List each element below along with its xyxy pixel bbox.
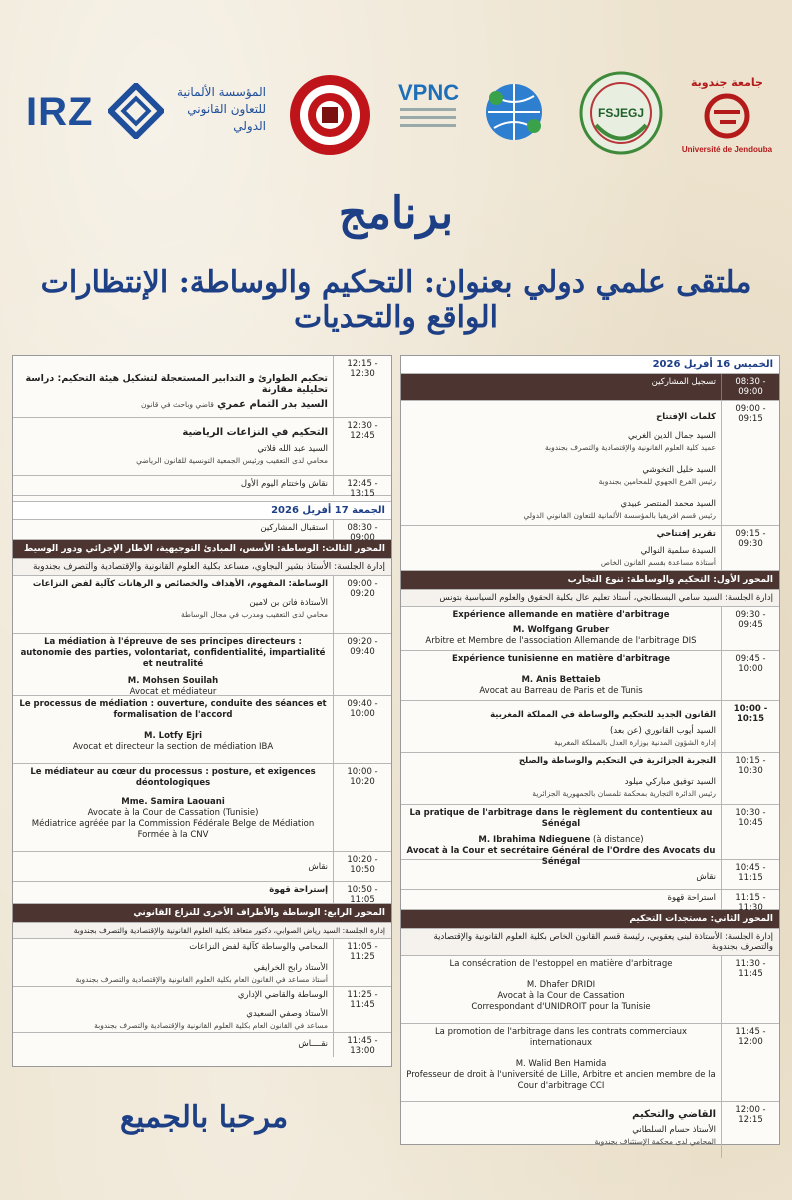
time-slot: 12:15 - 12:30 [333, 356, 391, 417]
speaker-desc: مساعد في القانون العام بكلية العلوم القانونية والإقتصادية والتصرف بجندوبة [94, 1021, 328, 1030]
speaker-name: الأستاذ حسام السلطاني [632, 1125, 716, 1135]
speaker-desc: أستاذ مساعد في القانون العام بكلية العلوم القانونية والإقتصادية والتصرف بجندوبة [75, 975, 328, 984]
speaker-name: M. Ibrahima Ndieguene [478, 835, 591, 845]
talk-title: La pratique de l'arbitrage dans le règlement du contentieux au Sénégal [409, 808, 713, 829]
time-slot: 09:15 - 09:30 [721, 526, 779, 570]
schedule-row [401, 701, 779, 753]
schedule-row [401, 805, 779, 867]
speaker-desc: محامي لدى التعقيب ومدرب في مجال الوساطة [181, 610, 328, 619]
session-content [401, 526, 721, 570]
session-content [13, 939, 333, 986]
irz-logo-text: IRZ [26, 90, 94, 134]
speaker-name: M. Mohsen Souilah [127, 676, 219, 686]
speaker-name: الأستاذة فاتن بن لامين [249, 598, 328, 608]
session-content [401, 607, 721, 650]
talk-title: La médiation à l'épreuve de ses principes directeurs : autonomie des parties, volontariat, confidentialité, impartialité et neutralité [20, 637, 326, 669]
session-content [13, 356, 333, 417]
session-content [401, 753, 721, 804]
time-slot: 09:45 - 10:00 [721, 651, 779, 700]
speaker-desc: المحامي لدى محكمة الإستئناف بجندوبة [594, 1137, 716, 1146]
fsjegj-logo-icon [578, 70, 664, 156]
time-slot: 10:15 - 10:30 [721, 753, 779, 804]
time-slot: 11:30 - 11:45 [721, 956, 779, 1023]
session-text: نقاش [308, 862, 328, 872]
speaker-desc: Arbitre et Membre de l'association Allemande de l'arbitrage DIS [425, 636, 697, 646]
schedule-row [401, 753, 779, 805]
schedule-row [13, 634, 391, 696]
schedule-row [13, 1033, 391, 1057]
speaker-desc: Avocat à la Cour et secrétaire Général de l'Ordre des Avocats du Sénégal [406, 846, 716, 867]
session-content [401, 401, 721, 525]
session-content [13, 696, 333, 763]
speaker-desc: Avocate à la Cour de Cassation (Tunisie) [87, 808, 259, 818]
session-content [401, 701, 721, 752]
session-content [401, 651, 721, 700]
irz-line-3: الدولي [233, 119, 266, 133]
speaker-desc: رئيس الدائرة التجارية بمحكمة تلمسان بالجمهورية الجزائرية [532, 789, 716, 798]
time-slot: 09:20 - 09:40 [333, 634, 391, 695]
speaker-name: M. Wolfgang Gruber [512, 625, 610, 635]
friday-program-column [12, 355, 392, 1067]
talk-title: Expérience allemande en matière d'arbitrage [452, 610, 670, 620]
speaker-desc: Formée à la CNV [137, 830, 209, 840]
axis-header: المحور الرابع: الوساطة والأطراف الأخرى للنزاع القانوني [13, 904, 391, 923]
talk-title: التجربة الجزائرية في التحكيم والوساطة والصلح [518, 756, 716, 766]
speaker-name: السيدة سلمية النوالي [640, 546, 716, 556]
vpnc-logo-icon [396, 78, 556, 146]
schedule-row [401, 890, 779, 913]
schedule-row [401, 651, 779, 701]
session-text: نقــــاش [298, 1039, 328, 1049]
session-chair: إدارة الجلسة: الأستاذ بشير البجاوي، مساعد بكلية العلوم القانونية والإقتصادية والتصرف بجندوبة [13, 559, 391, 576]
session-content [13, 634, 333, 695]
speaker-name: السيد جمال الدين الغربي [627, 431, 716, 441]
speaker-name: M. Walid Ben Hamida [515, 1059, 607, 1069]
remote-note: (à distance) [593, 835, 644, 845]
session-content [13, 987, 333, 1032]
vpnc-text: VPNC [398, 80, 460, 105]
speaker-desc: Avocat et médiateur [129, 687, 217, 697]
day-header-thursday: الخميس 16 أفريل 2026 [401, 356, 779, 374]
irz-line-1: المؤسسة الألمانية [177, 85, 266, 99]
session-text: استقبال المشاركين [260, 523, 328, 533]
time-slot: 12:30 - 12:45 [333, 418, 391, 475]
speaker-name: Mme. Samira Laouani [121, 797, 225, 807]
talk-title: المحامي والوساطة كآلية لفض النزاعات [189, 942, 328, 952]
speaker-desc: محامي لدى التعقيب ورئيس الجمعية التونسية للقانون الرياضي [136, 456, 328, 465]
speaker-name: M. Anis Bettaieb [521, 675, 601, 685]
time-slot: 10:45 - 11:15 [721, 860, 779, 889]
speaker-desc: قاضي وباحث في قانون [141, 400, 214, 409]
thursday-program-column [400, 355, 780, 1145]
schedule-row [401, 1024, 779, 1102]
time-slot: 09:40 - 10:00 [333, 696, 391, 763]
speaker-name: الأستاذ وصفي السعيدي [246, 1009, 328, 1019]
time-slot: 10:00 - 10:15 [721, 701, 779, 752]
session-content [13, 418, 333, 475]
axis-header: المحور الثالث: الوساطة: الأسس، المبادئ التوجيهية، الاطار الإجرائي ودور الوسيط [13, 540, 391, 559]
irz-line-2: للتعاون القانوني [187, 102, 266, 116]
jendouba-university-logo-icon [682, 72, 772, 158]
speaker-desc: عميد كلية العلوم القانونية والإقتصادية والتصرف بجندوبة [544, 443, 716, 452]
speaker-desc: Avocat au Barreau de Paris et de Tunis [479, 686, 643, 696]
speaker-name: الأستاذ رابح الخرايفي [253, 963, 328, 973]
speaker-name: السيد توفيق مباركي ميلود [624, 777, 716, 787]
schedule-row [13, 356, 391, 418]
irz-arabic-name [166, 84, 266, 135]
speaker-desc: إدارة الشؤون المدنية بوزارة العدل بالمملكة المغربية [554, 738, 716, 747]
speaker-desc: رئيس الفرع الجهوي للمحامين بجندوبة [598, 477, 716, 486]
schedule-row [13, 418, 391, 476]
time-slot: 10:30 - 10:45 [721, 805, 779, 859]
time-slot: 11:05 - 11:25 [333, 939, 391, 986]
schedule-row [401, 860, 779, 890]
schedule-row [401, 956, 779, 1024]
schedule-row [13, 939, 391, 987]
time-slot: 12:45 - 13:15 [333, 476, 391, 495]
speaker-name: M. Dhafer DRIDI [526, 980, 596, 990]
session-content [401, 956, 721, 1023]
session-text: نقاش [696, 872, 716, 882]
schedule-row [13, 764, 391, 852]
schedule-row [401, 374, 779, 401]
schedule-row [13, 476, 391, 499]
time-slot: 11:45 - 12:00 [721, 1024, 779, 1101]
jendouba-ar: جامعة جندوبة [691, 76, 763, 89]
schedule-row [401, 526, 779, 571]
session-text: إستراحة قهوة [269, 885, 328, 895]
speaker-desc: Professeur de droit à l'université de Lille, Arbitre et ancien membre de la Cour d'arbitrage CCI [406, 1070, 716, 1091]
session-chair: إدارة الجلسة: الأستاذة لبنى يعقوبي، رئيسة قسم القانون الخاص بكلية العلوم القانونية والإقتصادية والتصرف بجندوبة [401, 929, 779, 956]
time-slot: 10:00 - 10:20 [333, 764, 391, 851]
schedule-row [13, 520, 391, 543]
schedule-row [401, 607, 779, 651]
speaker-name: السيد عبد الله قلاتي [257, 444, 328, 454]
talk-title: الوساطة والقاضي الإداري [237, 990, 328, 1000]
time-slot: 10:20 - 10:50 [333, 852, 391, 881]
session-content [401, 1024, 721, 1101]
speaker-desc: Médiatrice agréée par la Commission Fédérale Belge de Médiation [31, 819, 315, 829]
speaker-name: السيد محمد المنتصر عبيدي [620, 499, 716, 509]
talk-title: تحكيم الطوارئ و التدابير المستعجلة لتشكيل هيئة التحكيم: دراسة تحليلية مقارنة [25, 373, 328, 395]
session-content [13, 576, 333, 633]
bar-association-seal-icon [288, 73, 372, 157]
schedule-row [13, 696, 391, 764]
session-content [401, 805, 721, 867]
time-slot: 11:15 - 11:30 [721, 890, 779, 909]
schedule-row [13, 852, 391, 882]
schedule-row [13, 576, 391, 634]
session-chair: إدارة الجلسة: السيد سامي البسطانجي، أستاذ تعليم عال بكلية الحقوق والعلوم السياسية بتونس [401, 590, 779, 607]
speaker-desc: رئيس قسم افريقيا بالمؤسسة الألمانية للتعاون القانوني الدولي [523, 511, 716, 520]
session-content [13, 764, 333, 851]
time-slot: 12:00 - 12:15 [721, 1102, 779, 1158]
speaker-desc: Avocat à la Cour de Cassation [497, 991, 625, 1001]
session-text: نقاش واختتام اليوم الأول [240, 479, 328, 489]
time-slot: 11:45 - 13:00 [333, 1033, 391, 1057]
conference-subtitle: ملتقى علمي دولي بعنوان: التحكيم والوساطة: الإنتظارات الواقع والتحديات [40, 265, 752, 335]
speaker-desc: Correspondant d'UNIDROIT pour la Tunisie [471, 1002, 651, 1012]
day-header-friday: الجمعة 17 أفريل 2026 [13, 502, 391, 520]
session-text: تسجيل المشاركين [651, 377, 716, 387]
speaker-name: السيد أيوب القانوري (عن بعد) [610, 726, 716, 736]
schedule-row [13, 987, 391, 1033]
talk-title: التحكيم في النزاعات الرياضية [182, 427, 328, 438]
time-slot: 09:30 - 09:45 [721, 607, 779, 650]
talk-title: القانون الجديد للتحكيم والوساطة في المملكة المغربية [490, 710, 716, 720]
session-chair: إدارة الجلسة: السيد رياض الصوابي، دكتور متعاقد بكلية العلوم القانونية والإقتصادية والتصرف بجندوبة [13, 923, 391, 939]
time-slot: 09:00 - 09:15 [721, 401, 779, 525]
time-slot: 08:30 - 09:00 [333, 520, 391, 539]
talk-title: Le processus de médiation : ouverture, conduite des séances et formalisation de l'accord [19, 699, 327, 720]
speaker-name: السيد بدر التمام عمري [217, 399, 328, 410]
talk-title: الوساطة: المفهوم، الأهداف والخصائص و الرهانات كآلية لفض النزاعات [32, 579, 328, 589]
talk-title: Expérience tunisienne en matière d'arbitrage [452, 654, 670, 664]
session-content [401, 1102, 721, 1158]
time-slot: 08:30 - 09:00 [721, 374, 779, 400]
talk-title: القاضي والتحكيم [632, 1109, 716, 1120]
fsjegj-text: FSJEGJ [597, 106, 645, 120]
time-slot: 10:50 - 11:05 [333, 882, 391, 903]
schedule-row [401, 401, 779, 526]
speaker-name: M. Lotfy Ejri [144, 731, 202, 741]
talk-title: La consécration de l'estoppel en matière d'arbitrage [449, 959, 673, 969]
axis-header: المحور الأول: التحكيم والوساطة: تنوع التجارب [401, 571, 779, 590]
jendouba-fr: Université de Jendouba [682, 145, 772, 154]
schedule-row [401, 1102, 779, 1158]
session-text: استراحة قهوة [667, 893, 716, 903]
schedule-row [13, 882, 391, 904]
irz-diamond-icon [108, 83, 164, 139]
talk-title: La promotion de l'arbitrage dans les contrats commerciaux internationaux [434, 1027, 688, 1048]
talk-title: Le médiateur au cœur du processus : posture, et exigences déontologiques [30, 767, 316, 788]
session-title: تقرير إفتتاحي [656, 529, 716, 539]
axis-header: المحور الثاني: مستجدات التحكيم [401, 910, 779, 929]
time-slot: 11:25 - 11:45 [333, 987, 391, 1032]
program-title: برنامج [338, 188, 454, 239]
time-slot: 09:00 - 09:20 [333, 576, 391, 633]
welcome-message: مرحبا بالجميع [120, 1100, 289, 1135]
speaker-name: السيد خليل التخوشي [642, 465, 716, 475]
speaker-desc: Avocat et directeur la section de médiation IBA [72, 742, 274, 752]
session-title: كلمات الإفتتاح [656, 412, 716, 422]
speaker-desc: أستاذة مساعدة بقسم القانون الخاص [600, 558, 716, 567]
